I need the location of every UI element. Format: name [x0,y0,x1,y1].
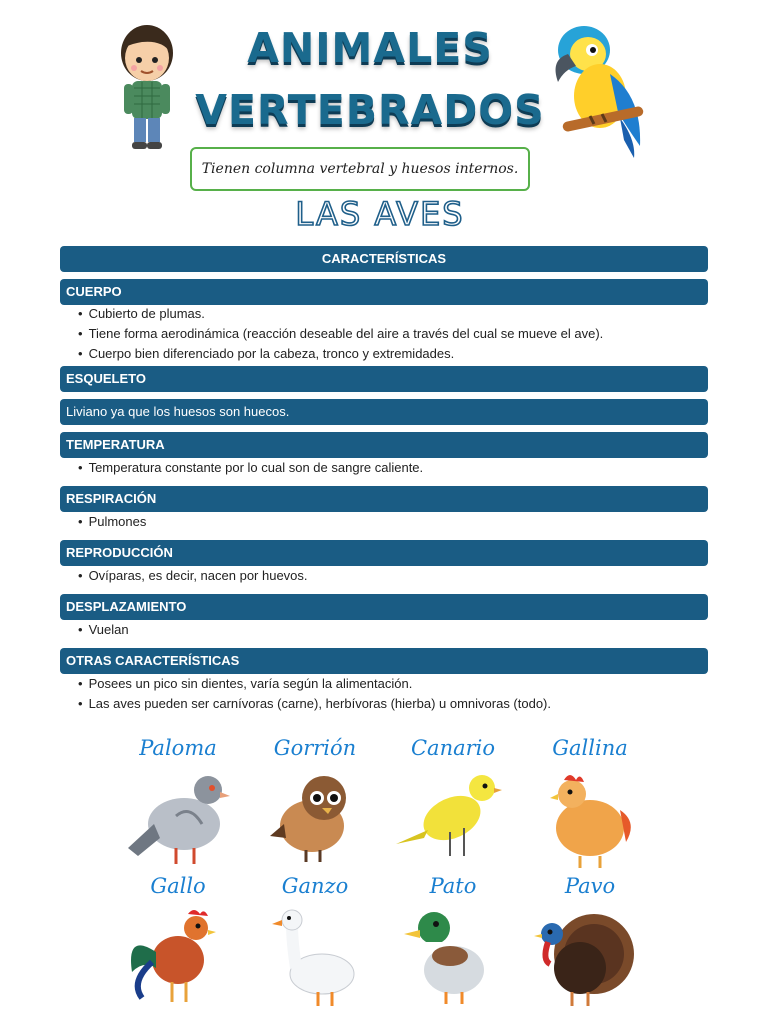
section-header-desplazamiento: DESPLAZAMIENTO [60,594,708,620]
list-cuerpo [78,304,603,364]
list-item: • Ovíparas, es decir, nacen por huevos. [78,566,308,586]
section-header-cuerpo: CUERPO [60,279,708,305]
list-item: • Tiene forma aerodinámica (reacción deseable del aire a través del cual se mueve el ave). [78,324,603,344]
list-desplazamiento [78,620,129,640]
list-item: • Cubierto de plumas. [78,304,603,324]
list-item: • Posees un pico sin dientes, varía según la alimentación. [78,674,551,694]
section-header-reproduccion: REPRODUCCIÓN [60,540,708,566]
bird-name-gallo: Gallo [150,874,206,898]
list-item: • Cuerpo bien diferenciado por la cabeza, tronco y extremidades. [78,344,603,364]
boy-illustration [112,18,182,152]
canary-illustration [394,764,504,874]
list-item: • Vuelan [78,620,129,640]
turkey-illustration [528,902,638,1012]
section-header-temperatura: TEMPERATURA [60,432,708,458]
list-temperatura [78,458,423,478]
list-item: • Las aves pueden ser carnívoras (carne), herbívoras (hierba) u omnivoras (todo). [78,694,551,714]
bird-name-gallina: Gallina [552,736,628,760]
sparrow-illustration [262,764,372,874]
subtitle-box: Tienen columna vertebral y huesos internos. [190,147,530,191]
rooster-illustration [122,902,232,1012]
list-item: • Pulmones [78,512,146,532]
list-otras [78,674,551,714]
title-line-2: VERTEBRADOS [195,86,545,134]
hen-illustration [534,764,644,874]
section-header-otras: OTRAS CARACTERÍSTICAS [60,648,708,674]
section-header-respiracion: RESPIRACIÓN [60,486,708,512]
bird-name-pavo: Pavo [564,874,616,898]
bird-name-gorrion: Gorrión [273,736,357,760]
parrot-illustration [544,20,652,158]
list-respiracion [78,512,146,532]
duck-illustration [398,902,508,1012]
section-header-esqueleto: ESQUELETO [60,366,708,392]
section-title: LAS AVES [295,195,465,233]
bird-name-canario: Canario [410,736,496,760]
bird-name-pato: Pato [429,874,477,898]
bird-name-paloma: Paloma [139,736,217,760]
list-item: • Temperatura constante por lo cual son de sangre caliente. [78,458,423,478]
bird-name-ganzo: Ganzo [281,874,349,898]
characteristics-header: CARACTERÍSTICAS [60,246,708,272]
esqueleto-text: Liviano ya que los huesos son huecos. [60,399,708,425]
pigeon-illustration [124,764,234,874]
list-reproduccion [78,566,308,586]
goose-illustration [262,902,372,1012]
title-line-1: ANIMALES [247,24,493,72]
